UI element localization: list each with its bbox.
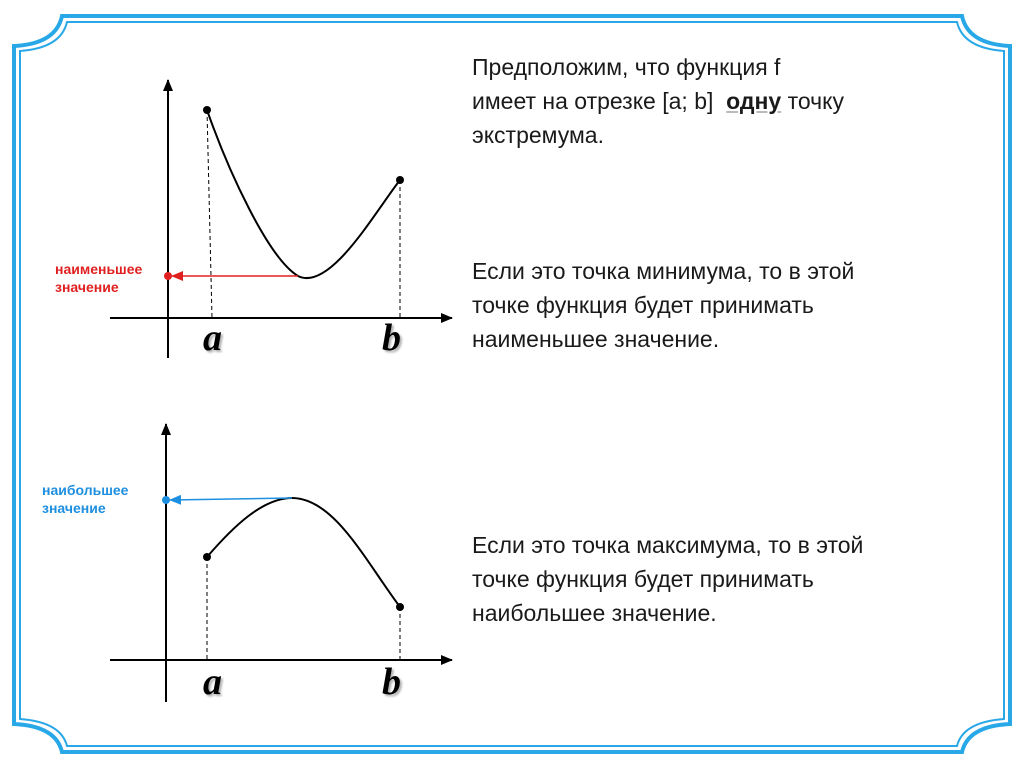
endpoint-a [203, 553, 211, 561]
function-curve [207, 498, 400, 607]
label-b: b [382, 317, 401, 359]
endpoint-b [396, 603, 404, 611]
min-value-label: наименьшее значение [55, 261, 143, 295]
minimum-paragraph: Если это точка минимума, то в этой точке функция будет принимать наименьшее значение. [472, 258, 855, 352]
label-a: a [203, 317, 222, 359]
max-value-arrow [170, 498, 292, 500]
label-b: b [382, 661, 401, 703]
emphasis-one: одну [726, 88, 782, 114]
label-a: a [203, 661, 222, 703]
max-value-point [162, 496, 170, 504]
intro-paragraph: Предположим, что функция f имеет на отрезке [a; b] одну точку экстремума. [472, 54, 844, 148]
max-value-label: наибольшее значение [42, 482, 129, 516]
maximum-paragraph: Если это точка максимума, то в этой точке функция будет принимать наибольшее значение. [472, 532, 864, 626]
